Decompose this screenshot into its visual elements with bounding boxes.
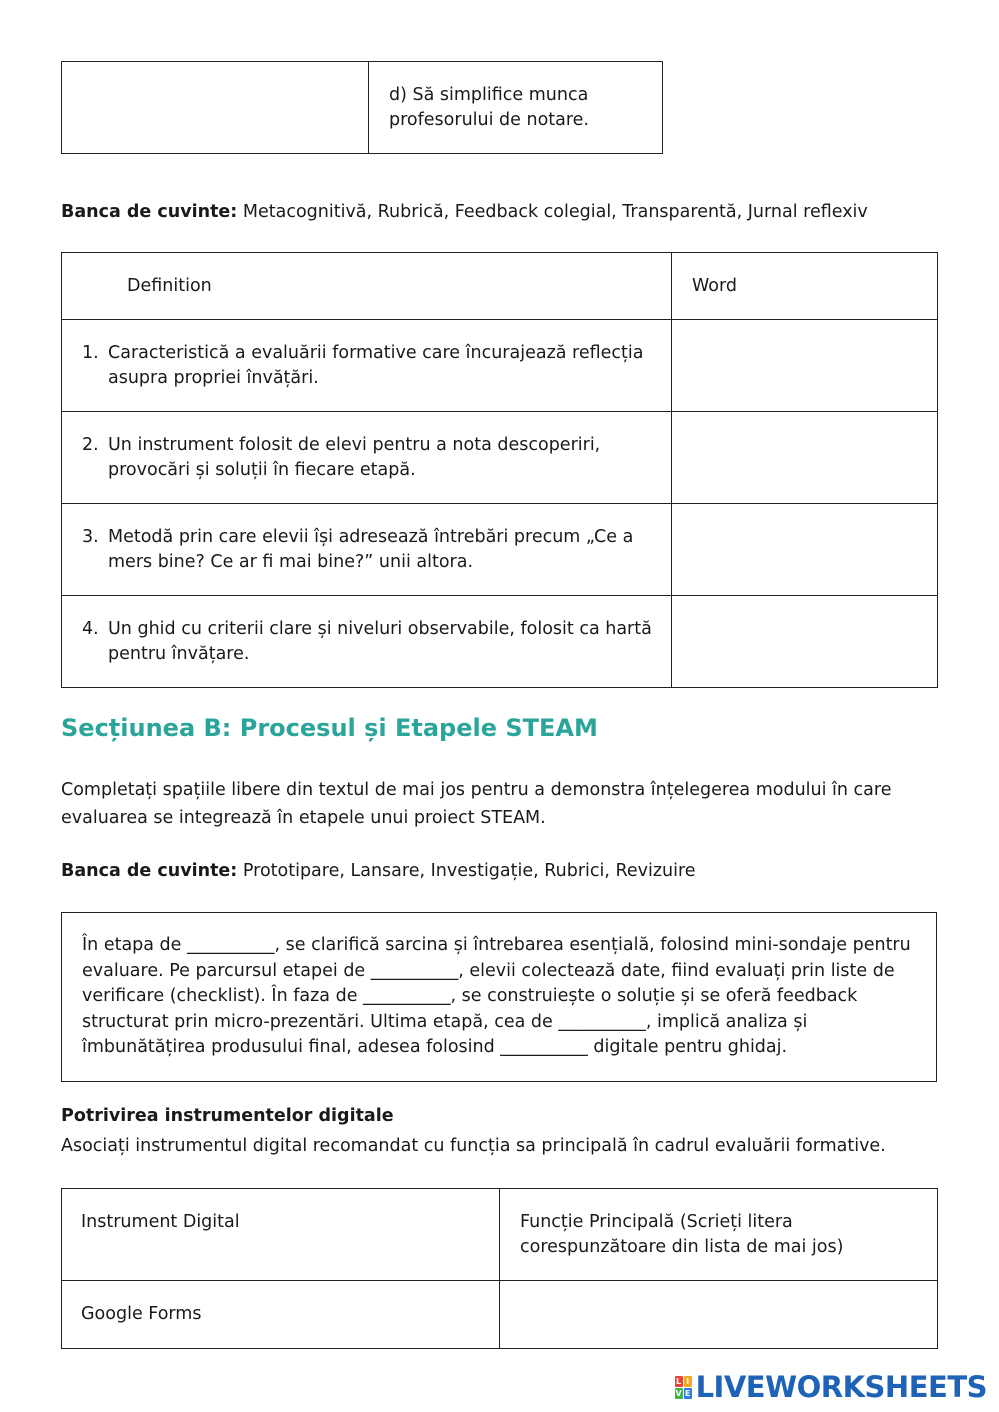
header-tool-text: Instrument Digital bbox=[81, 1212, 240, 1232]
row-number: 4. bbox=[82, 618, 99, 639]
logo-badge-icon bbox=[675, 1376, 692, 1399]
badge-letter: V bbox=[675, 1388, 682, 1398]
row-number: 3. bbox=[82, 526, 99, 547]
fill-in-box bbox=[61, 912, 937, 1082]
section-instructions: Completați spațiile libere din textul de mai jos pentru a demonstra înțelegerea modului în care evaluarea se integrează în etapele unui proiect STEAM. bbox=[61, 780, 892, 828]
word-bank bbox=[61, 200, 868, 225]
definition-row bbox=[62, 320, 672, 412]
definition-row bbox=[62, 412, 672, 504]
badge-letter: L bbox=[676, 1376, 682, 1386]
badge-letter: E bbox=[684, 1388, 691, 1398]
liveworksheets-logo bbox=[675, 1370, 987, 1404]
option-d bbox=[369, 62, 663, 154]
section-title: Secțiunea B: Procesul și Etapele STEAM bbox=[61, 714, 598, 742]
header-function-text: Funcție Principală (Scrieți litera corespunzătoare din lista de mai jos) bbox=[520, 1211, 844, 1257]
function-answer-cell[interactable] bbox=[500, 1281, 938, 1349]
header-word-text: Word bbox=[692, 275, 737, 296]
empty-cell[interactable] bbox=[62, 62, 369, 154]
header-function bbox=[500, 1189, 938, 1281]
word-answer-cell[interactable] bbox=[672, 596, 938, 688]
word-answer-cell[interactable] bbox=[672, 320, 938, 412]
header-definition bbox=[62, 253, 672, 320]
word-bank-2 bbox=[61, 859, 696, 884]
definition-row bbox=[62, 504, 672, 596]
word-bank-label: Banca de cuvinte: bbox=[61, 861, 238, 881]
definition-text: Un ghid cu criterii clare și niveluri observabile, folosit ca hartă pentru învățare. bbox=[108, 618, 652, 664]
row-number: 2. bbox=[82, 434, 99, 455]
tool-cell bbox=[62, 1281, 500, 1349]
word-bank-words: Metacognitivă, Rubrică, Feedback colegial, Transparentă, Jurnal reflexiv bbox=[242, 202, 868, 222]
definition-text: Caracteristică a evaluării formative care încurajează reflecția asupra propriei învățări. bbox=[108, 342, 644, 388]
word-answer-cell[interactable] bbox=[672, 412, 938, 504]
definition-table bbox=[61, 252, 938, 688]
definition-text: Metodă prin care elevii își adresează întrebări precum „Ce a mers bine? Ce ar fi mai bine?” unii altora. bbox=[108, 526, 634, 572]
header-definition-text: Definition bbox=[127, 275, 212, 296]
fill-in-cell bbox=[62, 913, 937, 1082]
header-word bbox=[672, 253, 938, 320]
fill-in-text: În etapa de __________, se clarifică sarcina și întrebarea esențială, folosind mini-sondaje pentru evaluare. Pe parcursul etapei de __________, elevii colectează date, fiind evaluați prin liste de verificare (checklist). În faza de __________, se construiește o soluție și se oferă feedback structurat prin micro-prezentări. Ultima etapă, cea de __________, implică analiza și îmbunătățirea produsului final, adesea folosind __________ digitale pentru ghidaj. bbox=[82, 935, 911, 1057]
digital-tools-instructions: Asociați instrumentul digital recomandat cu funcția sa principală în cadrul evaluării formative. bbox=[61, 1136, 886, 1156]
badge-letter: I bbox=[684, 1376, 692, 1387]
row-number: 1. bbox=[82, 342, 99, 363]
definition-text: Un instrument folosit de elevi pentru a nota descoperiri, provocări și soluții în fiecare etapă. bbox=[108, 434, 601, 480]
logo-text: LIVEWORKSHEETS bbox=[695, 1370, 987, 1404]
option-d-text: d) Să simplifice munca profesorului de notare. bbox=[389, 84, 590, 130]
digital-tools-table bbox=[61, 1188, 938, 1349]
definition-row bbox=[62, 596, 672, 688]
tool-name: Google Forms bbox=[81, 1304, 202, 1324]
top-options-table bbox=[61, 61, 663, 154]
word-answer-cell[interactable] bbox=[672, 504, 938, 596]
digital-tools-title: Potrivirea instrumentelor digitale bbox=[61, 1106, 394, 1126]
word-bank-words: Prototipare, Lansare, Investigație, Rubrici, Revizuire bbox=[242, 861, 696, 881]
word-bank-label: Banca de cuvinte: bbox=[61, 202, 238, 222]
header-tool bbox=[62, 1189, 500, 1281]
